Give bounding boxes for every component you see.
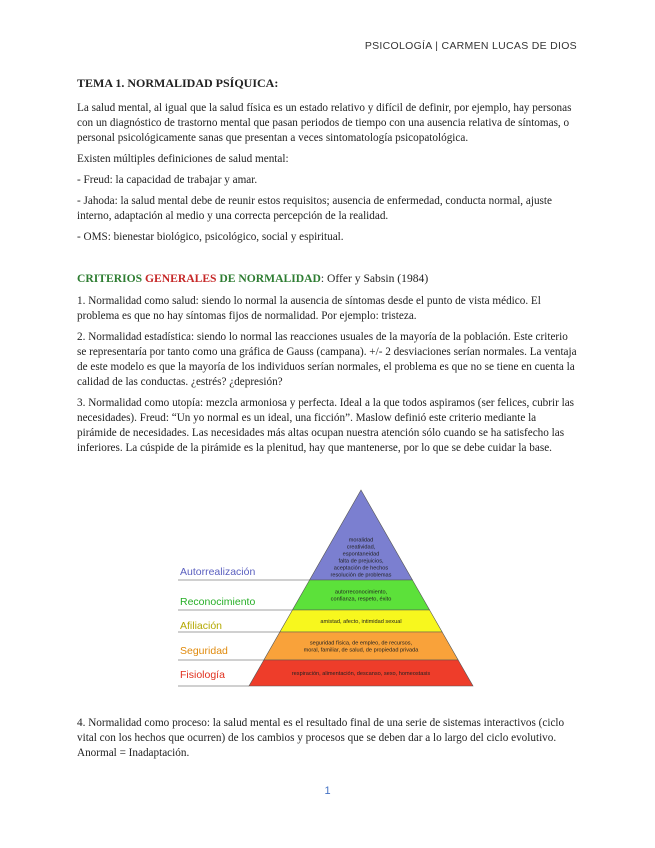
intro-paragraph: La salud mental, al igual que la salud física es un estado relativo y difícil de definir, por ejemplo, hay personas con un diagnóstico de trastorno mental que pasan periodos de tiempo con una ausencia relativa de síntomas, o personal psicológicamente sanas que presentan a veces sintomatología psicopatológica. [77, 102, 572, 144]
pyramid-level-1-text: falta de prejuicios, [338, 558, 384, 565]
definition-jahoda: - Jahoda: la salud mental debe de reunir estos requisitos; ausencia de enfermedad, conducta normal, ajuste interno, adaptación al medio y una correcta percepción de la realidad. [77, 195, 552, 222]
pyramid-level-1-text: creatividad, [346, 544, 376, 551]
definition-oms: - OMS: bienestar biológico, psicológico, social y espiritual. [77, 231, 344, 243]
pyramid-level-1-text: moralidad [348, 537, 374, 544]
pyramid-level-4-text: moral, familiar, de salud, de propiedad privada [303, 647, 419, 654]
definition-freud: - Freud: la capacidad de trabajar y amar. [77, 174, 258, 186]
pyramid-level-label-2: Reconocimiento [180, 596, 256, 608]
document-body [77, 76, 577, 462]
pyramid-level-label-5: Fisiología [180, 669, 225, 681]
pyramid-level-label-4: Seguridad [180, 645, 228, 657]
pyramid-level-4-text: seguridad física, de empleo, de recursos, [309, 640, 413, 647]
section-heading-suffix: : Offer y Sabsin (1984) [320, 272, 429, 285]
criterion-4: 4. Normalidad como proceso: la salud mental es el resultado final de una serie de sistemas interactivos (ciclo vital con los hechos que ocurren) de los cambios y procesos que se deben dar a lo largo del ciclo evolutivo. Anormal = Inadaptación. [77, 717, 565, 759]
pyramid-level-1-text: espontaneidad [342, 551, 380, 558]
page-number: 1 [324, 785, 331, 797]
section-heading-part2: GENERALES [144, 272, 217, 285]
pyramid-level-label-1: Autorrealización [180, 566, 256, 578]
pyramid-level-1-text: aceptación de hechos [333, 565, 389, 572]
criterion-1: 1. Normalidad como salud: siendo lo normal la ausencia de síntomas desde el punto de vista médico. El problema es que no hay síntomas fijos de normalidad. Por ejemplo: tristeza. [77, 295, 541, 322]
pyramid-level-5-text: respiración, alimentación, descanso, sexo, homeostasis [291, 671, 431, 677]
page-header: PSICOLOGÍA | CARMEN LUCAS DE DIOS [364, 40, 577, 52]
maslow-pyramid-graphic [178, 488, 478, 688]
criterion-2: 2. Normalidad estadística: siendo lo normal las reacciones usuales de la mayoría de la población. Este criterio se representaría por tanto como una gráfica de Gauss (campana). +/- 2 desviaciones serían normales. La ventaja de este modelo es que la mayoría de los individuos serían normales, el problema es que no se tiene en cuenta la calidad de las conductas. ¿estrés? ¿depresión? [77, 331, 577, 388]
criterion-3: 3. Normalidad como utopía: mezcla armoniosa y perfecta. Ideal a la que todos aspiramos (ser felices, cubrir las necesidades). Freud: “Un yo normal es un ideal, una ficción”. Maslow definió este criterio mediante la pirámide de necesidades. Las necesidades más altas ocupan nuestra atención sólo cuando se ha satisfecho las inferiores. La cúspide de la pirámide es la plenitud, hay que mantenerse, por lo que se debe cuidar la base. [77, 397, 575, 454]
pyramid-level-2-text: autorreconocimiento, [334, 589, 388, 596]
section-heading-part1: CRITERIOS [77, 272, 143, 285]
pyramid-level-label-3: Afiliación [180, 620, 223, 632]
section-heading [77, 271, 577, 286]
pyramid-level-3-text: amistad, afecto, intimidad sexual [320, 619, 402, 625]
pyramid-level-2-text: confianza, respeto, éxito [330, 596, 392, 603]
definitions-intro: Existen múltiples definiciones de salud mental: [77, 153, 289, 165]
document-title: TEMA 1. NORMALIDAD PSÍQUICA: [77, 76, 279, 90]
pyramid-level-1-text: resolución de problemas [330, 572, 392, 579]
maslow-pyramid [178, 488, 478, 688]
section-heading-part3: DE NORMALIDAD [219, 272, 321, 285]
